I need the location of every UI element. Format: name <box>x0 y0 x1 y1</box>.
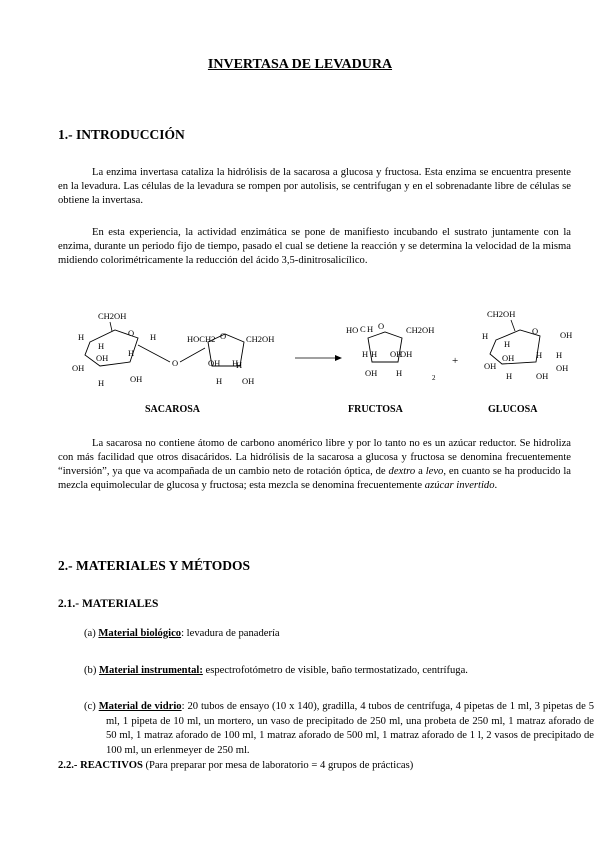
glucose-caption: GLUCOSA <box>488 404 538 415</box>
p3-text-c: . <box>494 480 498 491</box>
sucrose-bridge-o: O <box>172 358 179 368</box>
page-title: INVERTASA DE LEVADURA <box>207 57 393 72</box>
item-c-marker: (c) <box>84 701 96 712</box>
glucose-h-3: H <box>536 350 543 360</box>
item-a-label: Material biológico <box>98 628 182 639</box>
sucrose-hoch2-label: HOCH2 <box>187 334 216 344</box>
glucose-oh-2: OH <box>502 353 515 363</box>
glucose-ring-o: O <box>532 326 539 336</box>
sucrose-h-2: H <box>98 341 105 351</box>
item-b-label: Material instrumental: <box>99 665 203 676</box>
sucrose-ch2oh-label-2: CH2OH <box>246 334 275 344</box>
sucrose-oh-3: OH <box>130 374 143 384</box>
glucose-oh-4: OH <box>536 371 549 381</box>
p3-dextro: dextro <box>388 466 416 477</box>
p3-text-b: , en cuanto se ha producido la mezcla equimolecular de glucosa y fructosa; esta mezcla se denomina frecuentemente <box>58 466 571 491</box>
item-c-text: : 20 tubos de ensayo (10 x 140), gradilla, 4 tubos de centrífuga, 4 pipetas de 1 ml, 3 pipetas de 5 ml, 1 pipeta de 10 ml, un mortero, un vaso de precipitado de 250 ml, una probeta de 250 ml, 1 matraz aforado de 50 ml, 1 matraz aforado de 100 ml, 1 matraz aforado de 500 ml, 1 matraz aforado de 1 l, 2 vasos de precipitado de 100 ml, un erlenmeyer de 250 ml. <box>106 701 594 756</box>
sucrose-h-7: H <box>216 376 223 386</box>
glucose-ch2oh-label: CH2OH <box>487 309 516 319</box>
fructose-h-2: H <box>371 349 378 359</box>
fructose-caption: FRUCTOSA <box>348 404 403 415</box>
p3-levo: levo <box>425 466 444 477</box>
fructose-ch2oh-label: CH2OH <box>406 325 435 335</box>
glucose-h-1: H <box>482 331 489 341</box>
section-heading-introduccion: 1.- INTRODUCCIÓN <box>58 127 185 142</box>
paragraph-intro-2: En esta experiencia, la actividad enzimática se pone de manifiesto incubando el sustrato juntamente con la enzima, durante un periodo fijo de tiempo, pasado el cual se detiene la reacción y se determina la velocidad de la misma midiendo colorimétricamente la reducción del ácido 3,5-dinitrosalicílico. <box>58 227 571 266</box>
reaction-arrowhead <box>335 355 342 361</box>
item-b-text: espectrofotómetro de visible, baño termostatizado, centrífuga. <box>202 665 468 676</box>
sucrose-h-6: H <box>232 358 239 368</box>
glucose-h-2: H <box>504 339 511 349</box>
material-item-biologico <box>84 627 594 642</box>
sucrose-h-8: H <box>236 360 243 370</box>
fructose-h-top: H <box>367 324 374 334</box>
material-item-instrumental <box>84 664 594 679</box>
sucrose-h-5: H <box>98 378 105 388</box>
reactivos-heading: 2.2.- REACTIVOS <box>58 760 143 771</box>
item-a-text: : levadura de panadería <box>181 628 280 639</box>
sucrose-caption: SACAROSA <box>145 404 201 415</box>
sucrose-h-3: H <box>128 348 135 358</box>
item-c-label: Material de vidrio <box>98 701 182 712</box>
subsection-reactivos <box>58 760 413 771</box>
sucrose-h-4: H <box>150 332 157 342</box>
fructose-c-label: C <box>360 324 366 334</box>
sucrose-h-1: H <box>78 332 85 342</box>
reaction-diagram <box>60 300 580 425</box>
p3-text-a2: a <box>415 466 426 477</box>
plus-sign: + <box>452 355 459 367</box>
section-heading-materiales-metodos: 2.- MATERIALES Y MÉTODOS <box>58 558 251 573</box>
sucrose-ring-o-2: O <box>220 331 227 341</box>
sucrose-oh-2: OH <box>72 363 85 373</box>
p3-azucar-invertido: azúcar invertido <box>424 480 495 491</box>
glucose-h-4: H <box>556 350 563 360</box>
fructose-oh-2: OH <box>400 349 413 359</box>
fructose-oh-1: OH <box>390 349 403 359</box>
paragraph-intro-1: La enzima invertasa cataliza la hidrólisis de la sacarosa a glucosa y fructosa. Esta enzima se encuentra presente en la levadura. Las células de la levadura se rompen por autolisis, se centrifugan y en el sobrenadante libre de células se obtiene la invertasa. <box>58 167 571 206</box>
p3-text-a: La sacarosa no contiene átomo de carbono anomérico libre y por lo tanto no es un azúcar reductor. Se hidroliza con más facilidad que otros disacáridos. La hidrólisis de la sacarosa a glucosa y fructosa se denomina frecuentemente “inversión”, ya que va acompañada de un cambio neto de rotación óptica, de <box>58 438 571 477</box>
stoich-2: 2 <box>432 374 436 382</box>
glucose-oh-5: OH <box>556 363 569 373</box>
fructose-oh-3: OH <box>365 368 378 378</box>
fructose-h-1: H <box>362 349 369 359</box>
sucrose-oh-1: OH <box>96 353 109 363</box>
fructose-h-3: H <box>396 368 403 378</box>
fructose-ring-o: O <box>378 321 385 331</box>
sucrose-ring-o-1: O <box>128 328 135 338</box>
glucose-h-5: H <box>506 371 513 381</box>
glucose-oh-1: OH <box>560 330 573 340</box>
sucrose-oh-5: OH <box>242 376 255 386</box>
paragraph-intro-3 <box>58 437 571 493</box>
sucrose-ch2oh-label: CH2OH <box>98 311 127 321</box>
reactivos-note: (Para preparar por mesa de laboratorio = 4 grupos de prácticas) <box>142 760 414 771</box>
subsection-heading-materiales: 2.1.- MATERIALES <box>58 598 159 610</box>
item-a-marker: (a) <box>84 628 96 639</box>
sucrose-oh-4: OH <box>208 358 221 368</box>
item-b-marker: (b) <box>84 665 97 676</box>
material-item-vidrio <box>84 700 594 758</box>
glucose-oh-3: OH <box>484 361 497 371</box>
fructose-hoch-label: HO <box>346 325 359 335</box>
